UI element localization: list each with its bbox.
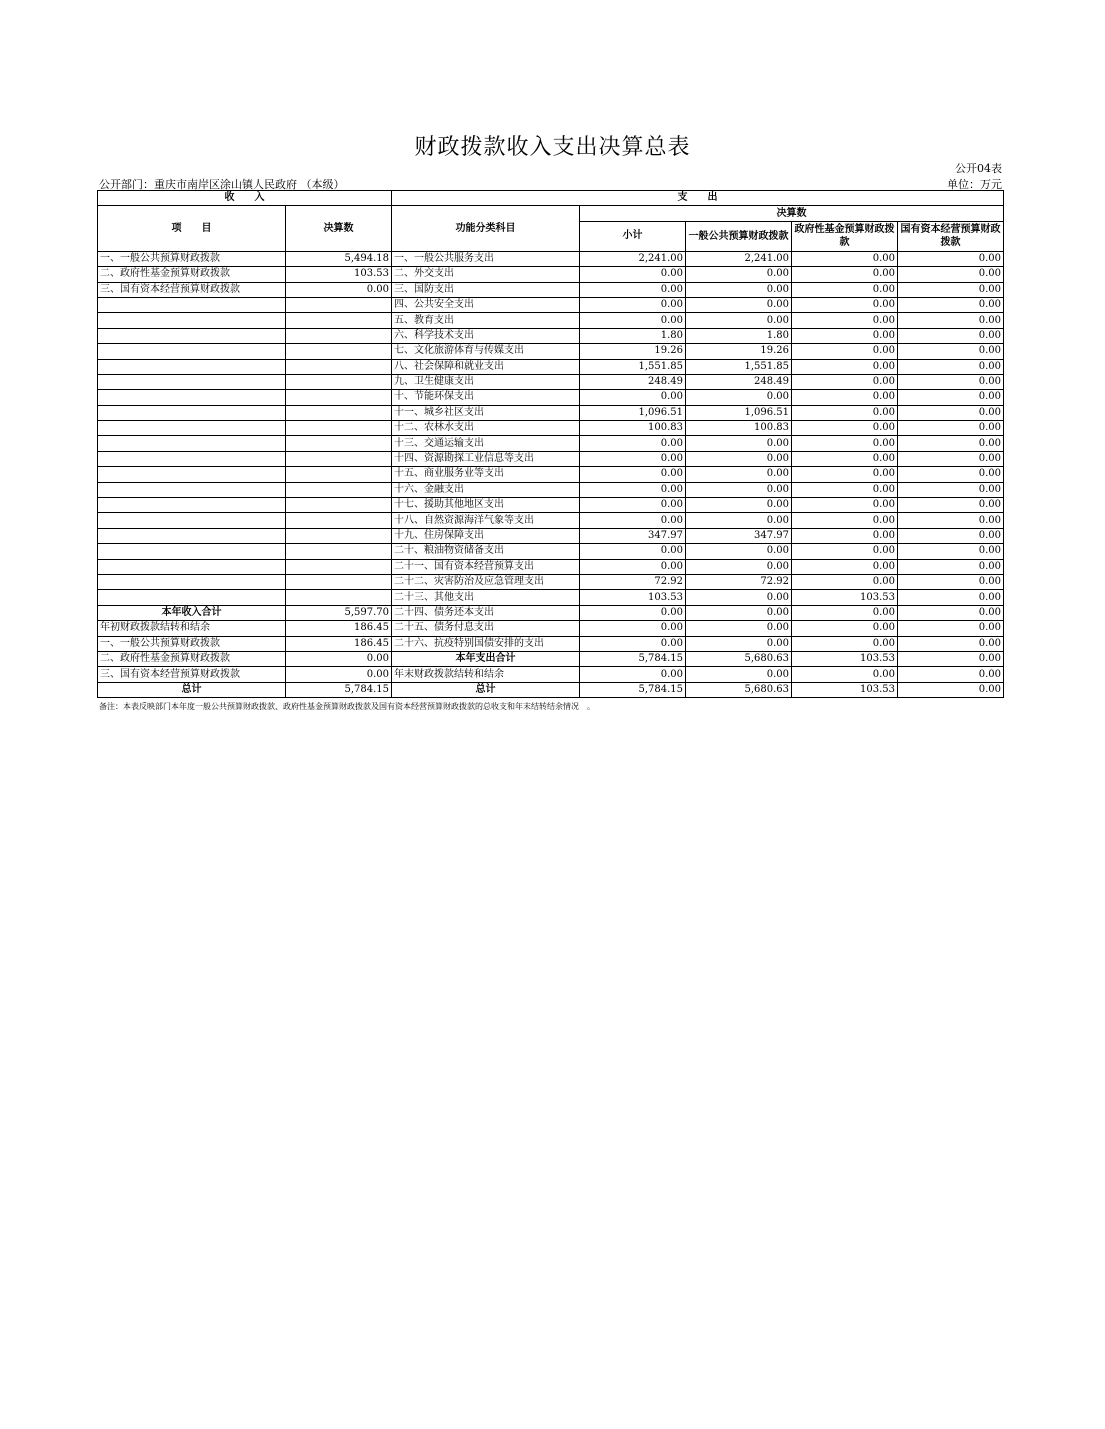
subtotal-cell: 2,241.00	[580, 251, 686, 266]
general-budget-cell: 5,680.63	[686, 651, 792, 666]
subtotal-cell: 0.00	[580, 621, 686, 636]
table-row	[98, 498, 1004, 513]
state-capital-cell: 0.00	[898, 559, 1004, 574]
subtotal-header: 小计	[580, 221, 686, 251]
expense-item-cell: 二十六、抗疫特别国债安排的支出	[392, 636, 580, 651]
income-item-cell	[98, 574, 286, 589]
expense-item-cell: 十四、资源勘探工业信息等支出	[392, 451, 580, 466]
subtotal-cell: 0.00	[580, 267, 686, 282]
income-amount-cell	[286, 528, 392, 543]
state-capital-cell: 0.00	[898, 344, 1004, 359]
income-item-cell	[98, 513, 286, 528]
expense-item-cell: 六、科学技术支出	[392, 328, 580, 343]
item-header: 项 目	[98, 206, 286, 251]
general-budget-cell: 0.00	[686, 297, 792, 312]
subtotal-cell: 0.00	[580, 482, 686, 497]
expense-item-cell: 二十、粮油物资储备支出	[392, 544, 580, 559]
income-item-cell	[98, 528, 286, 543]
state-capital-cell: 0.00	[898, 528, 1004, 543]
table-row	[98, 405, 1004, 420]
gov-fund-cell: 0.00	[792, 559, 898, 574]
subtotal-cell: 0.00	[580, 498, 686, 513]
table-row	[98, 513, 1004, 528]
expense-item-cell: 九、卫生健康支出	[392, 374, 580, 389]
subtotal-cell: 0.00	[580, 544, 686, 559]
general-budget-cell: 0.00	[686, 267, 792, 282]
income-item-cell: 总计	[98, 682, 286, 697]
general-budget-cell: 0.00	[686, 313, 792, 328]
income-amount-cell	[286, 544, 392, 559]
page-title: 财政拨款收入支出决算总表	[414, 135, 691, 160]
income-amount-cell	[286, 590, 392, 605]
state-capital-header: 国有资本经营预算财政拨款	[898, 221, 1004, 251]
expense-item-cell: 年末财政拨款结转和结余	[392, 667, 580, 682]
gov-fund-cell: 0.00	[792, 621, 898, 636]
state-capital-cell: 0.00	[898, 267, 1004, 282]
expense-item-cell: 二十一、国有资本经营预算支出	[392, 559, 580, 574]
expense-item-cell: 二十四、债务还本支出	[392, 605, 580, 620]
table-row	[98, 482, 1004, 497]
general-budget-cell: 0.00	[686, 467, 792, 482]
income-item-cell	[98, 467, 286, 482]
expense-item-cell: 三、国防支出	[392, 282, 580, 297]
general-budget-cell: 0.00	[686, 451, 792, 466]
state-capital-cell: 0.00	[898, 282, 1004, 297]
financial-table	[97, 190, 1004, 698]
state-capital-cell: 0.00	[898, 451, 1004, 466]
general-budget-cell: 0.00	[686, 498, 792, 513]
state-capital-cell: 0.00	[898, 313, 1004, 328]
general-budget-cell: 1,096.51	[686, 405, 792, 420]
table-row	[98, 605, 1004, 620]
income-amount-cell: 103.53	[286, 267, 392, 282]
expense-item-cell: 五、教育支出	[392, 313, 580, 328]
table-row	[98, 251, 1004, 266]
state-capital-cell: 0.00	[898, 482, 1004, 497]
gov-fund-cell: 0.00	[792, 636, 898, 651]
subtotal-cell: 0.00	[580, 467, 686, 482]
general-budget-cell: 0.00	[686, 544, 792, 559]
function-subject-header: 功能分类科目	[392, 206, 580, 251]
subtotal-cell: 0.00	[580, 297, 686, 312]
gov-fund-cell: 0.00	[792, 405, 898, 420]
income-amount-cell: 0.00	[286, 651, 392, 666]
income-amount-cell	[286, 405, 392, 420]
table-row	[98, 621, 1004, 636]
table-row	[98, 528, 1004, 543]
subtotal-cell: 0.00	[580, 667, 686, 682]
general-budget-cell: 0.00	[686, 282, 792, 297]
expense-item-cell: 二、外交支出	[392, 267, 580, 282]
income-amount-cell	[286, 498, 392, 513]
expense-item-cell: 二十五、债务付息支出	[392, 621, 580, 636]
gov-fund-cell: 0.00	[792, 313, 898, 328]
income-item-cell	[98, 421, 286, 436]
gov-fund-cell: 0.00	[792, 328, 898, 343]
subtotal-cell: 347.97	[580, 528, 686, 543]
income-amount-cell	[286, 328, 392, 343]
table-row	[98, 328, 1004, 343]
state-capital-cell: 0.00	[898, 621, 1004, 636]
income-item-cell	[98, 544, 286, 559]
income-amount-cell: 186.45	[286, 636, 392, 651]
income-item-cell	[98, 482, 286, 497]
unit-label: 单位：万元	[947, 178, 1002, 191]
income-item-cell	[98, 374, 286, 389]
income-amount-cell	[286, 313, 392, 328]
table-row	[98, 374, 1004, 389]
subtotal-cell: 0.00	[580, 513, 686, 528]
subtotal-cell: 0.00	[580, 390, 686, 405]
table-row	[98, 590, 1004, 605]
state-capital-cell: 0.00	[898, 636, 1004, 651]
income-item-cell: 一、一般公共预算财政拨款	[98, 636, 286, 651]
general-budget-cell: 0.00	[686, 590, 792, 605]
income-item-cell	[98, 590, 286, 605]
income-item-cell: 本年收入合计	[98, 605, 286, 620]
expense-item-cell: 二十三、其他支出	[392, 590, 580, 605]
final-amount-group-header: 决算数	[580, 206, 1004, 221]
gov-fund-cell: 0.00	[792, 544, 898, 559]
general-budget-cell: 0.00	[686, 605, 792, 620]
gov-fund-cell: 0.00	[792, 528, 898, 543]
state-capital-cell: 0.00	[898, 328, 1004, 343]
general-budget-cell: 1.80	[686, 328, 792, 343]
state-capital-cell: 0.00	[898, 436, 1004, 451]
subtotal-cell: 1.80	[580, 328, 686, 343]
income-amount-cell	[286, 421, 392, 436]
income-amount-cell	[286, 359, 392, 374]
income-item-cell: 一、一般公共预算财政拨款	[98, 251, 286, 266]
income-amount-cell	[286, 344, 392, 359]
subtotal-cell: 5,784.15	[580, 651, 686, 666]
income-amount-cell	[286, 297, 392, 312]
income-item-cell	[98, 559, 286, 574]
table-row	[98, 559, 1004, 574]
gov-fund-cell: 0.00	[792, 251, 898, 266]
gov-fund-cell: 0.00	[792, 267, 898, 282]
income-amount-cell: 0.00	[286, 667, 392, 682]
subtotal-cell: 0.00	[580, 313, 686, 328]
table-row	[98, 636, 1004, 651]
expense-header: 支 出	[392, 191, 1004, 206]
gov-fund-cell: 0.00	[792, 482, 898, 497]
expense-item-cell: 十二、农林水支出	[392, 421, 580, 436]
state-capital-cell: 0.00	[898, 590, 1004, 605]
subtotal-cell: 103.53	[580, 590, 686, 605]
table-row	[98, 421, 1004, 436]
state-capital-cell: 0.00	[898, 421, 1004, 436]
subtotal-cell: 0.00	[580, 282, 686, 297]
gov-fund-cell: 103.53	[792, 682, 898, 697]
general-budget-cell: 5,680.63	[686, 682, 792, 697]
income-item-cell	[98, 498, 286, 513]
state-capital-cell: 0.00	[898, 574, 1004, 589]
general-budget-cell: 0.00	[686, 667, 792, 682]
state-capital-cell: 0.00	[898, 390, 1004, 405]
expense-item-cell: 十八、自然资源海洋气象等支出	[392, 513, 580, 528]
general-budget-cell: 72.92	[686, 574, 792, 589]
gov-fund-cell: 0.00	[792, 451, 898, 466]
general-budget-cell: 0.00	[686, 482, 792, 497]
state-capital-cell: 0.00	[898, 359, 1004, 374]
income-amount-cell	[286, 513, 392, 528]
income-item-cell: 年初财政拨款结转和结余	[98, 621, 286, 636]
expense-item-cell: 一、一般公共服务支出	[392, 251, 580, 266]
gov-fund-cell: 0.00	[792, 282, 898, 297]
income-amount-cell	[286, 574, 392, 589]
income-amount-cell: 0.00	[286, 282, 392, 297]
general-budget-cell: 19.26	[686, 344, 792, 359]
table-row	[98, 282, 1004, 297]
income-item-cell: 三、国有资本经营预算财政拨款	[98, 282, 286, 297]
subtotal-cell: 0.00	[580, 605, 686, 620]
state-capital-cell: 0.00	[898, 682, 1004, 697]
state-capital-cell: 0.00	[898, 374, 1004, 389]
subtotal-cell: 0.00	[580, 559, 686, 574]
state-capital-cell: 0.00	[898, 513, 1004, 528]
table-row	[98, 390, 1004, 405]
income-item-cell: 三、国有资本经营预算财政拨款	[98, 667, 286, 682]
expense-item-cell: 八、社会保障和就业支出	[392, 359, 580, 374]
table-body	[98, 251, 1004, 697]
department-label: 公开部门：重庆市南岸区涂山镇人民政府 （本级）	[99, 178, 345, 191]
income-amount-cell	[286, 559, 392, 574]
state-capital-cell: 0.00	[898, 667, 1004, 682]
general-budget-cell: 0.00	[686, 513, 792, 528]
income-item-cell	[98, 313, 286, 328]
gov-fund-cell: 0.00	[792, 344, 898, 359]
subtotal-cell: 1,096.51	[580, 405, 686, 420]
expense-item-cell: 本年支出合计	[392, 651, 580, 666]
state-capital-cell: 0.00	[898, 605, 1004, 620]
state-capital-cell: 0.00	[898, 544, 1004, 559]
general-budget-cell: 1,551.85	[686, 359, 792, 374]
general-budget-cell: 0.00	[686, 636, 792, 651]
expense-item-cell: 十六、金融支出	[392, 482, 580, 497]
state-capital-cell: 0.00	[898, 651, 1004, 666]
income-amount-cell	[286, 436, 392, 451]
gov-fund-cell: 0.00	[792, 498, 898, 513]
gov-fund-cell: 0.00	[792, 667, 898, 682]
general-budget-cell: 0.00	[686, 436, 792, 451]
subtotal-cell: 0.00	[580, 636, 686, 651]
state-capital-cell: 0.00	[898, 297, 1004, 312]
expense-item-cell: 七、文化旅游体育与传媒支出	[392, 344, 580, 359]
state-capital-cell: 0.00	[898, 467, 1004, 482]
state-capital-cell: 0.00	[898, 251, 1004, 266]
table-row	[98, 359, 1004, 374]
income-item-cell	[98, 297, 286, 312]
gov-fund-cell: 103.53	[792, 651, 898, 666]
income-item-cell	[98, 328, 286, 343]
expense-item-cell: 四、公共安全支出	[392, 297, 580, 312]
gov-fund-cell: 0.00	[792, 605, 898, 620]
gov-fund-cell: 103.53	[792, 590, 898, 605]
subtotal-cell: 19.26	[580, 344, 686, 359]
income-item-cell	[98, 390, 286, 405]
state-capital-cell: 0.00	[898, 498, 1004, 513]
income-item-cell	[98, 359, 286, 374]
subtotal-cell: 5,784.15	[580, 682, 686, 697]
gov-fund-cell: 0.00	[792, 467, 898, 482]
form-code: 公开04表	[955, 162, 1002, 175]
income-amount-cell: 5,597.70	[286, 605, 392, 620]
general-budget-cell: 2,241.00	[686, 251, 792, 266]
table-row	[98, 574, 1004, 589]
table-row	[98, 544, 1004, 559]
income-item-cell	[98, 344, 286, 359]
footnote: 备注：本表反映部门本年度一般公共预算财政拨款、政府性基金预算财政拨款及国有资本经营预算财政拨款的总收支和年末结转结余情况 。	[99, 702, 595, 711]
income-amount-cell	[286, 374, 392, 389]
gov-fund-cell: 0.00	[792, 513, 898, 528]
income-amount-cell	[286, 390, 392, 405]
general-budget-cell: 347.97	[686, 528, 792, 543]
income-item-cell	[98, 451, 286, 466]
gov-fund-cell: 0.00	[792, 297, 898, 312]
table-row	[98, 467, 1004, 482]
subtotal-cell: 1,551.85	[580, 359, 686, 374]
general-budget-header: 一般公共预算财政拨款	[686, 221, 792, 251]
income-item-cell	[98, 436, 286, 451]
subtotal-cell: 100.83	[580, 421, 686, 436]
table-row	[98, 267, 1004, 282]
expense-item-cell: 十五、商业服务业等支出	[392, 467, 580, 482]
final-amount-header: 决算数	[286, 206, 392, 251]
subtotal-cell: 0.00	[580, 436, 686, 451]
income-amount-cell	[286, 482, 392, 497]
table-row	[98, 682, 1004, 697]
table-row	[98, 667, 1004, 682]
income-amount-cell: 5,784.15	[286, 682, 392, 697]
table-row	[98, 297, 1004, 312]
gov-fund-cell: 0.00	[792, 574, 898, 589]
gov-fund-cell: 0.00	[792, 421, 898, 436]
subtotal-cell: 72.92	[580, 574, 686, 589]
income-amount-cell	[286, 451, 392, 466]
expense-item-cell: 十一、城乡社区支出	[392, 405, 580, 420]
subtotal-cell: 0.00	[580, 451, 686, 466]
general-budget-cell: 248.49	[686, 374, 792, 389]
table-row	[98, 451, 1004, 466]
gov-fund-header: 政府性基金预算财政拨款	[792, 221, 898, 251]
general-budget-cell: 0.00	[686, 621, 792, 636]
income-item-cell	[98, 405, 286, 420]
gov-fund-cell: 0.00	[792, 390, 898, 405]
income-item-cell: 二、政府性基金预算财政拨款	[98, 651, 286, 666]
table-row	[98, 313, 1004, 328]
expense-item-cell: 二十二、灾害防治及应急管理支出	[392, 574, 580, 589]
expense-item-cell: 十三、交通运输支出	[392, 436, 580, 451]
income-amount-cell: 5,494.18	[286, 251, 392, 266]
gov-fund-cell: 0.00	[792, 374, 898, 389]
income-amount-cell	[286, 467, 392, 482]
expense-item-cell: 十七、援助其他地区支出	[392, 498, 580, 513]
expense-item-cell: 总计	[392, 682, 580, 697]
gov-fund-cell: 0.00	[792, 436, 898, 451]
expense-item-cell: 十九、住房保障支出	[392, 528, 580, 543]
table-row	[98, 344, 1004, 359]
income-header: 收 入	[98, 191, 392, 206]
subtotal-cell: 248.49	[580, 374, 686, 389]
general-budget-cell: 0.00	[686, 559, 792, 574]
state-capital-cell: 0.00	[898, 405, 1004, 420]
general-budget-cell: 0.00	[686, 390, 792, 405]
income-item-cell: 二、政府性基金预算财政拨款	[98, 267, 286, 282]
expense-item-cell: 十、节能环保支出	[392, 390, 580, 405]
table-row	[98, 436, 1004, 451]
general-budget-cell: 100.83	[686, 421, 792, 436]
table-row	[98, 651, 1004, 666]
gov-fund-cell: 0.00	[792, 359, 898, 374]
income-amount-cell: 186.45	[286, 621, 392, 636]
